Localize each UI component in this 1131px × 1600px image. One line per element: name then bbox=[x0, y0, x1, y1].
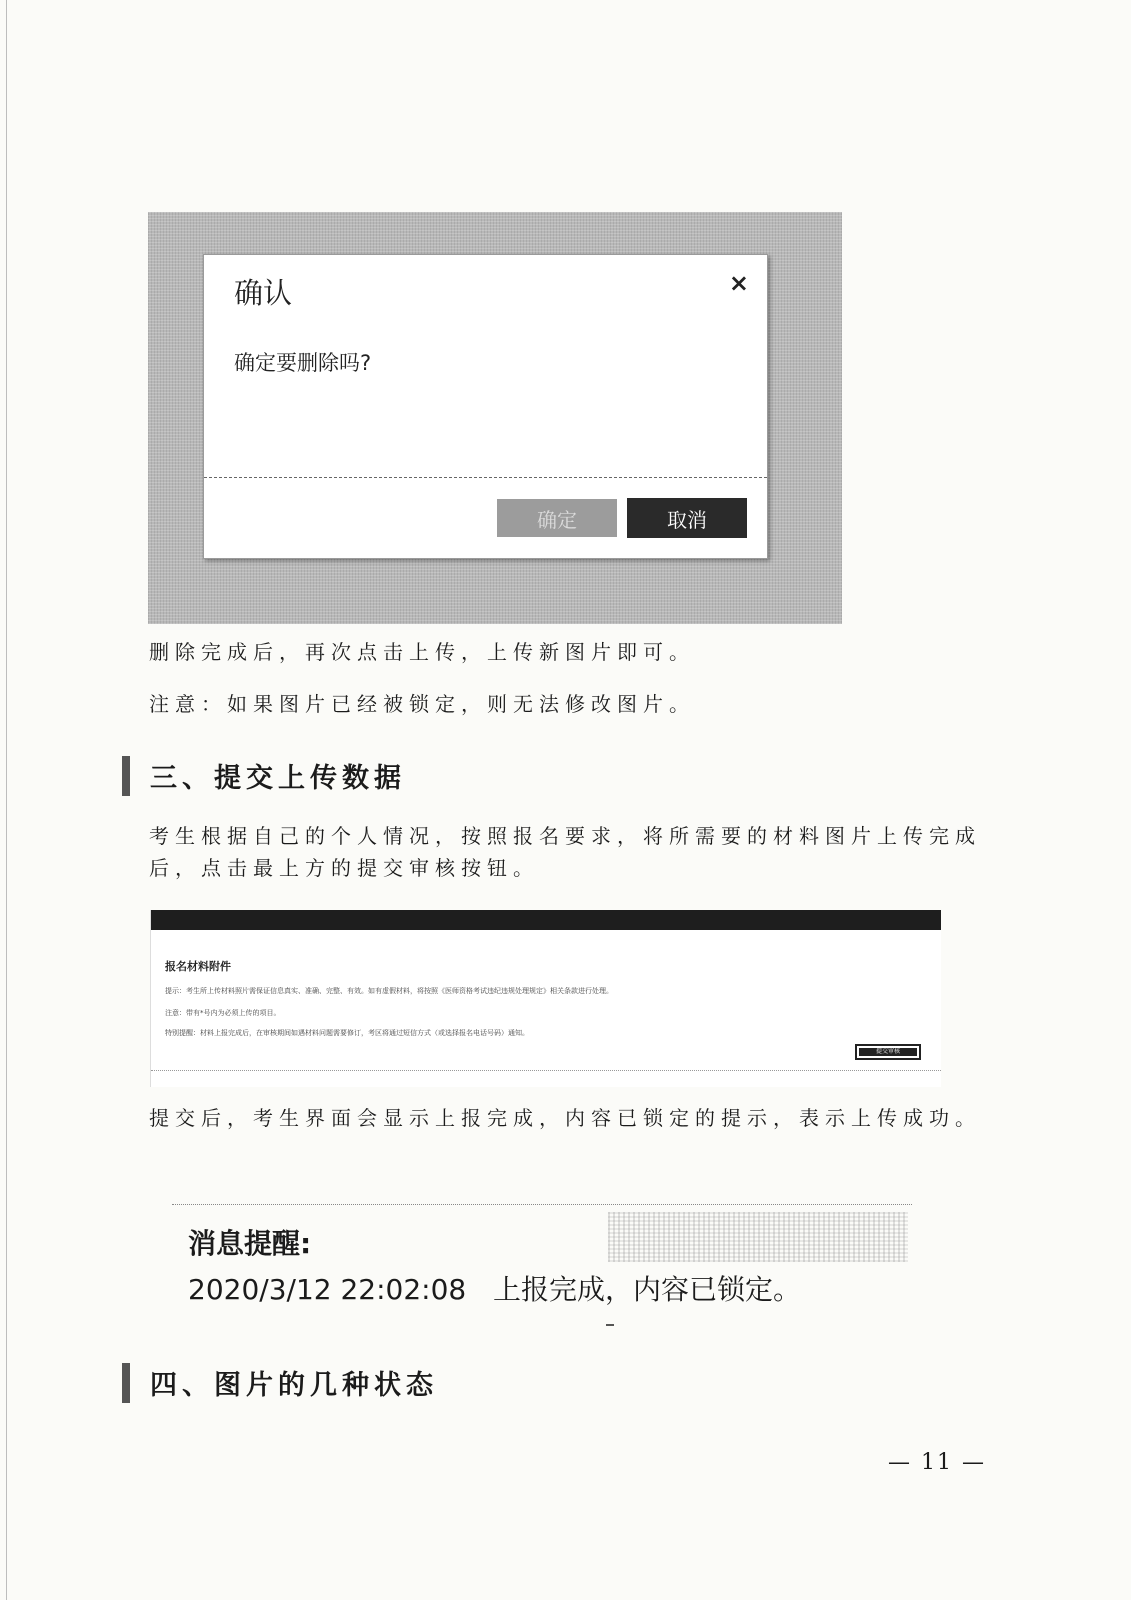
blurred-area bbox=[608, 1212, 908, 1262]
heading-section-3: 三、提交上传数据 bbox=[150, 763, 406, 794]
heading-section-4: 四、图片的几种状态 bbox=[150, 1370, 438, 1401]
heading-marker bbox=[122, 1363, 130, 1403]
notice-title: 消息提醒: bbox=[188, 1227, 312, 1260]
confirm-dialog bbox=[203, 254, 768, 559]
dialog-title: 确认 bbox=[234, 276, 293, 310]
paragraph-submit-instruction-1: 考生根据自己的个人情况，按照报名要求，将所需要的材料图片上传完成 bbox=[149, 824, 981, 848]
page-number: — 11 — bbox=[888, 1450, 986, 1475]
paragraph-after-delete: 删除完成后，再次点击上传，上传新图片即可。 bbox=[149, 640, 695, 664]
notice-timestamp: 2020/3/12 22:02:08 bbox=[188, 1273, 467, 1306]
notice-line bbox=[188, 1268, 801, 1308]
materials-panel-screenshot bbox=[150, 910, 941, 1087]
panel-divider bbox=[151, 1070, 941, 1071]
paragraph-note: 注意：如果图片已经被锁定，则无法修改图片。 bbox=[149, 692, 695, 716]
dialog-divider bbox=[204, 477, 767, 478]
dialog-message: 确定要删除吗? bbox=[234, 351, 372, 375]
submit-review-label: 提交审核 bbox=[859, 1048, 917, 1056]
close-icon[interactable]: × bbox=[728, 269, 749, 297]
paragraph-submit-instruction-2: 后，点击最上方的提交审核按钮。 bbox=[149, 856, 539, 880]
page-edge-line bbox=[6, 0, 7, 1600]
delete-confirm-screenshot bbox=[148, 212, 842, 624]
panel-hint: 提示：考生所上传材料照片需保证信息真实、准确、完整、有效。如有虚假材料，将按照《医师资格考试违纪违规处理规定》相关条款进行处理。 bbox=[165, 987, 613, 995]
submit-review-button[interactable] bbox=[855, 1044, 921, 1060]
notice-text: 上报完成，内容已锁定。 bbox=[492, 1273, 801, 1306]
paragraph-after-submit: 提交后，考生界面会显示上报完成，内容已锁定的提示，表示上传成功。 bbox=[149, 1106, 981, 1130]
confirm-button[interactable]: 确定 bbox=[497, 499, 617, 537]
notice-divider bbox=[172, 1204, 912, 1205]
top-navbar bbox=[151, 910, 941, 930]
heading-marker bbox=[122, 756, 130, 796]
scan-speck bbox=[606, 1324, 614, 1326]
cancel-button[interactable]: 取消 bbox=[627, 498, 747, 538]
panel-note: 注意：带有*号内为必须上传的项目。 bbox=[165, 1009, 281, 1017]
panel-reminder: 特别提醒：材料上报完成后，在审核期间如遇材料问题需要修订，考区将通过短信方式（或选择报名电话号码）通知。 bbox=[165, 1029, 529, 1037]
panel-title: 报名材料附件 bbox=[165, 960, 231, 973]
